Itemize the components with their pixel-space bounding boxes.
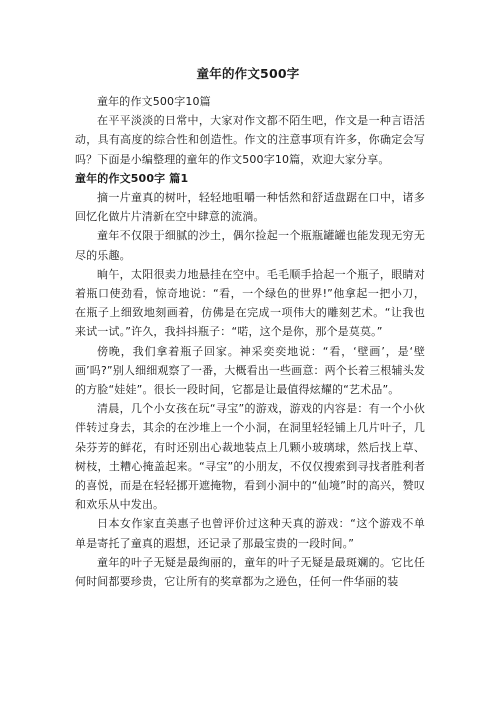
document-title: 童年的作文500字 (196, 66, 300, 81)
body-paragraph: 童年的叶子无疑是最绚丽的，童年的叶子无疑是最斑斓的。它比任何时间都要珍贵，它让所有的奖章都为之逊色，任何一件华丽的装 (75, 555, 425, 589)
body-paragraph: 摘一片童真的树叶，轻轻地咀嚼一种恬然和舒适盘踞在口中，诸多回忆化做片片清新在空中肆意的流淌。 (75, 191, 425, 224)
body-paragraph: 傍晚，我们拿着瓶子回家。神采奕奕地说：“看，‘壁画’，是‘壁画’吗?”别人细细观察了一番，大概看出一些画意：两个长着三根辅头发的方脸“娃娃”。很长一段时间，它都是让最值得炫耀的“艺术品”。 (75, 344, 425, 397)
body-paragraph: 晌午，太阳很卖力地悬挂在空中。毛毛顺手拾起一个瓶子，眼睛对着瓶口使劲看，惊奇地说：“看，一个绿色的世界!”他拿起一把小刀，在瓶子上细致地刻画着，仿佛是在完成一项伟大的雕刻艺术。“让我也来试一试。”许久，我抖抖瓶子：“喏，这个是你，那个是莫莫。” (75, 267, 425, 339)
subtitle-line: 童年的作文500字10篇 (97, 95, 211, 108)
body-paragraph: 清晨，几个小女孩在玩“寻宝”的游戏，游戏的内容是：有一个小伙伴转过身去，其余的在沙堆上一个小洞，在洞里轻轻铺上几片叶子，几朵芬芳的鲜花，有时还别出心裁地装点上几颗小玻璃球，然后找上草、树枝，土糟心掩盖起来。“寻宝”的小朋友，不仅仅搜索到寻找者胜利者的喜悦，而是在轻轻挪开遮掩物，看到小洞中的“仙境”时的高兴，赞叹和欢乐从中发出。 (75, 402, 425, 512)
section-heading: 童年的作文500字 篇1 (75, 171, 189, 185)
intro-paragraph: 在平平淡淡的日常中，大家对作文都不陌生吧，作文是一种言语活动，具有高度的综合性和创造性。作文的注意事项有许多，你确定会写吗？下面是小编整理的童年的作文500字10篇，欢迎大家分享。 (75, 114, 425, 166)
body-paragraph: 童年不仅限于细腻的沙土，偶尔捡起一个瓶瓶罐罐也能发现无穷无尽的乐趣。 (75, 229, 425, 262)
body-paragraph: 日本女作家直美惠子也曾评价过这种天真的游戏：“这个游戏不单单是寄托了童真的遐想，还记录了那最宝贵的一段时间。” (75, 517, 425, 550)
document-body (75, 92, 425, 591)
